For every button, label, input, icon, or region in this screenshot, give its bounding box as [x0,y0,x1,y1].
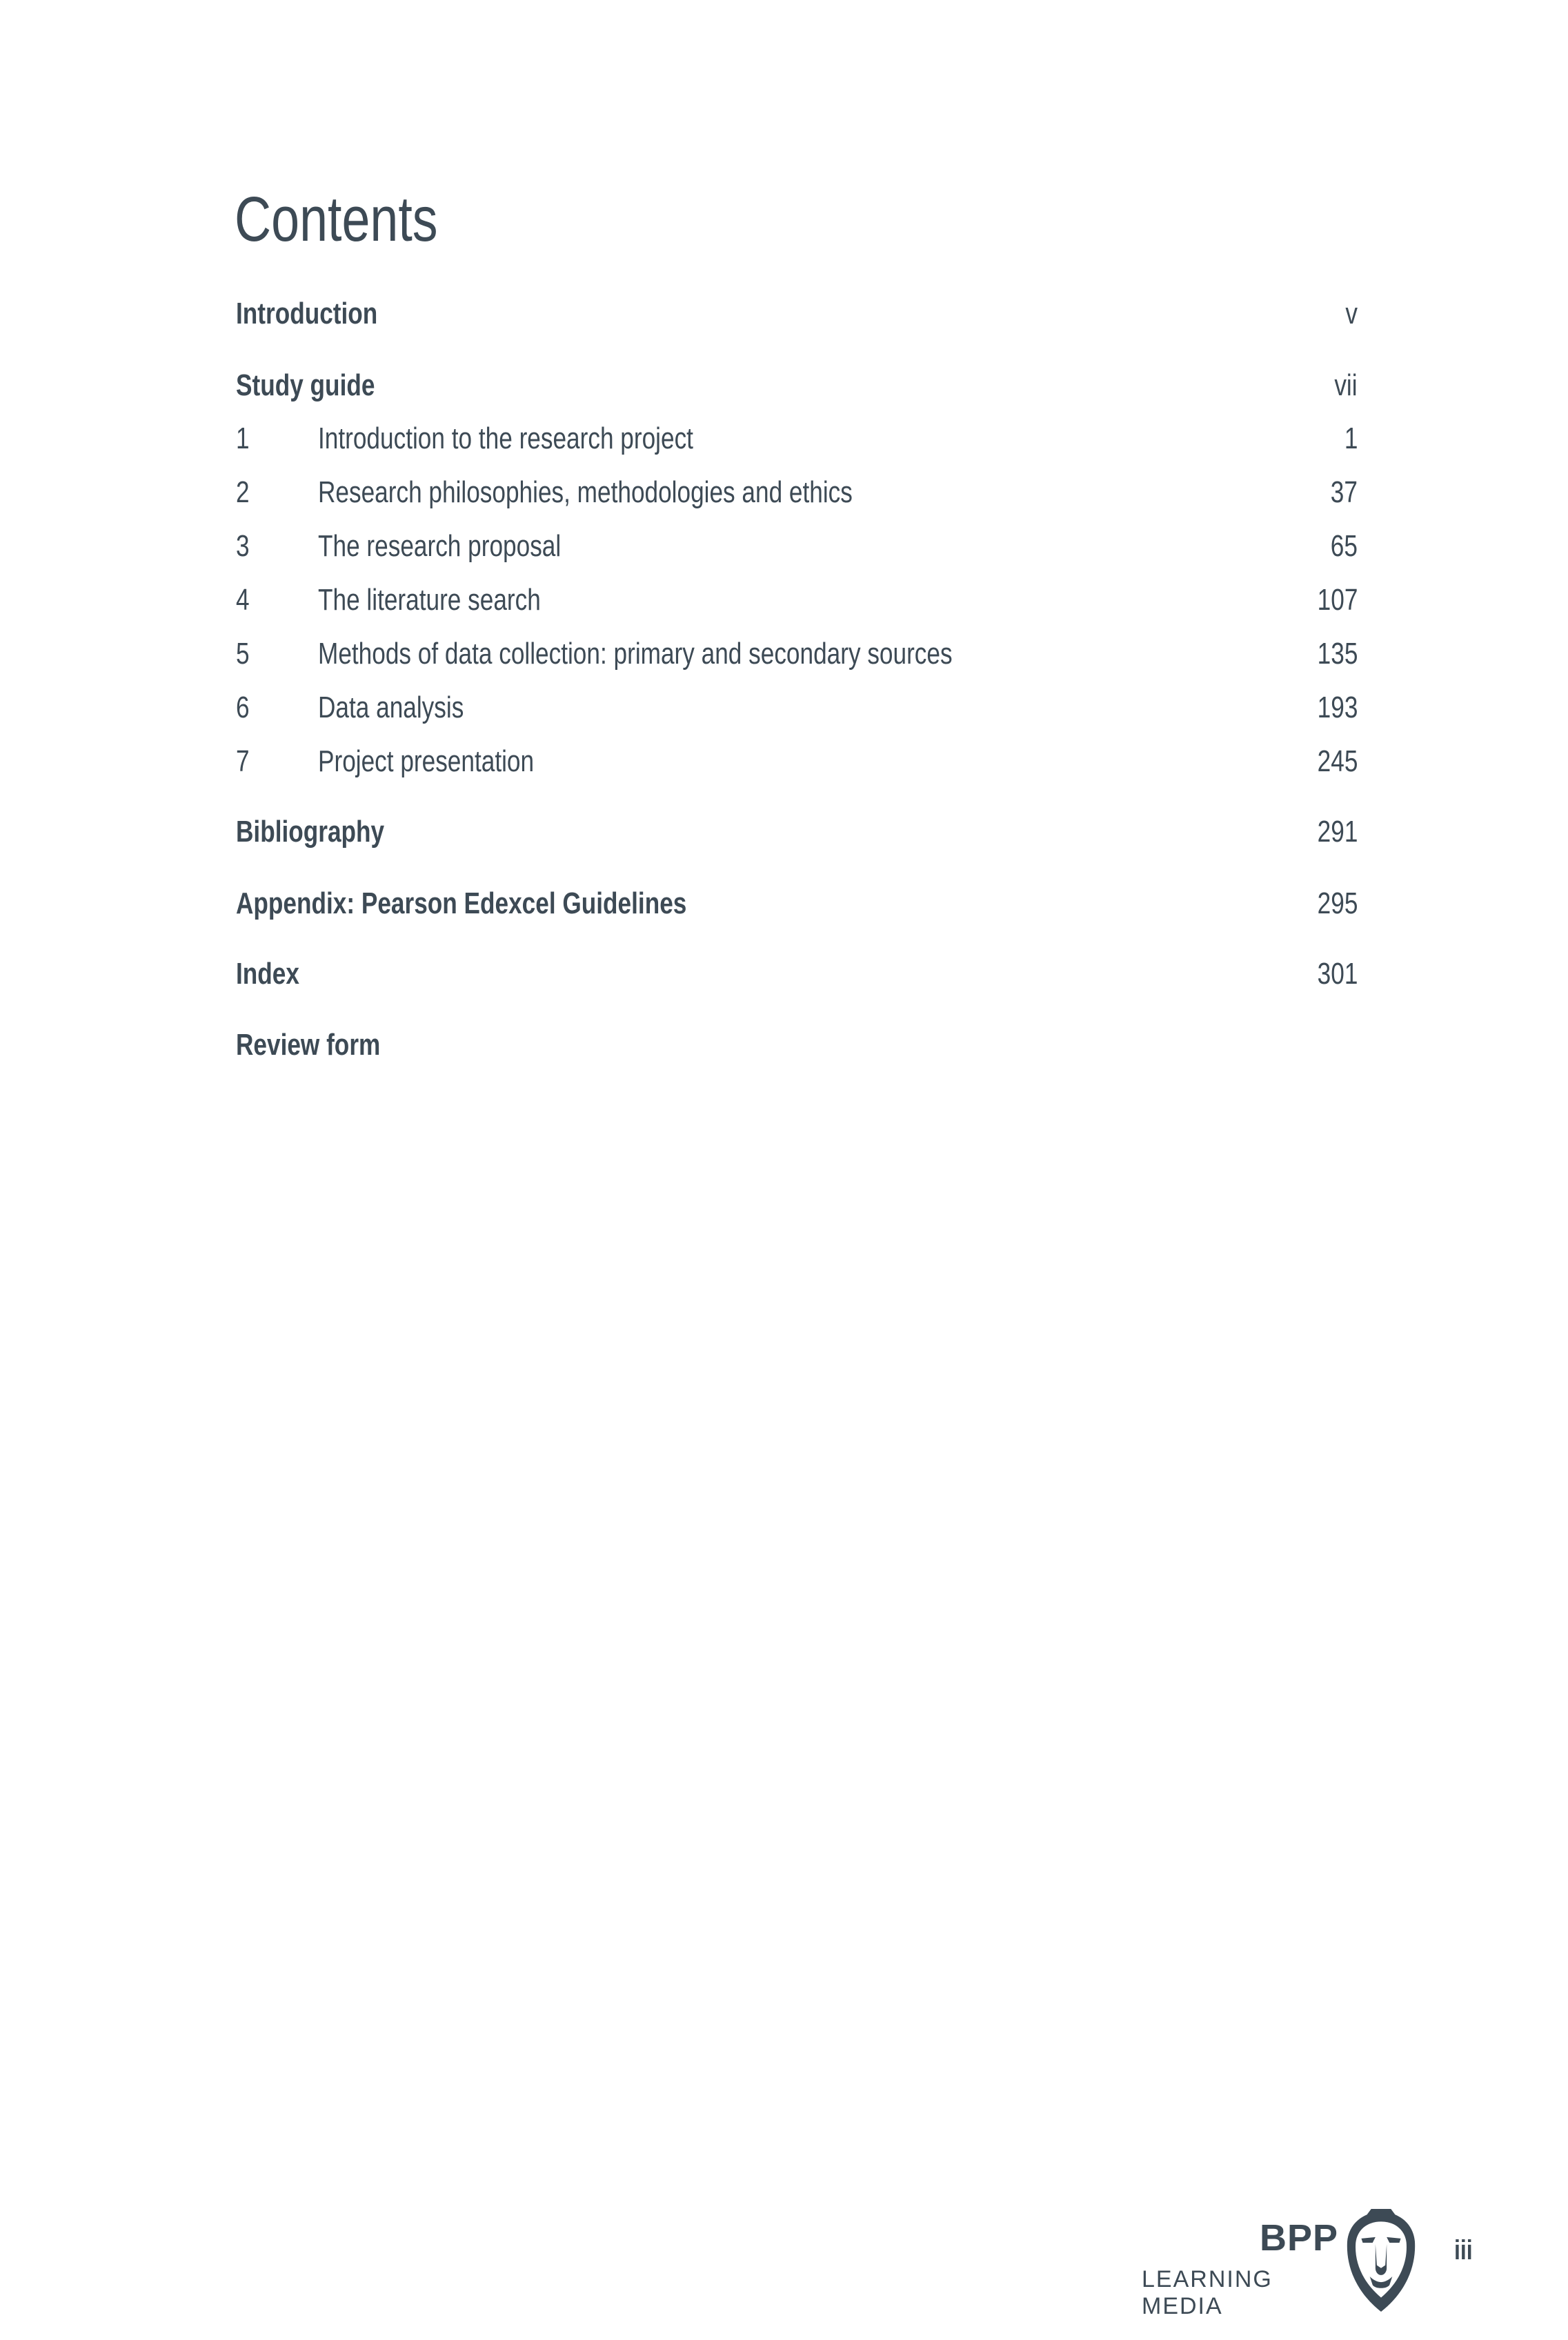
chapter-title: Project presentation [318,744,535,778]
chapter-number: 6 [236,691,250,724]
toc-entry-page: 295 [1317,886,1358,920]
chapter-page: 1 [1344,422,1358,455]
chapter-page: 37 [1330,475,1358,509]
toc-entry-label: Index [236,957,299,991]
toc-entry-page: v [1345,297,1358,330]
toc-chapter-1[interactable] [236,418,1358,459]
toc-entry-label: Bibliography [236,815,385,849]
chapter-page: 135 [1317,637,1358,671]
chapter-page: 107 [1317,583,1358,617]
toc-entry-study-guide[interactable] [236,365,1358,406]
toc-entry-review-form[interactable] [236,1024,1358,1066]
chapter-title: Research philosophies, methodologies and ethics [318,475,853,509]
chapter-page: 65 [1330,529,1358,563]
toc-chapter-7[interactable] [236,741,1358,782]
toc-chapter-2[interactable] [236,472,1358,513]
toc-chapter-3[interactable] [236,526,1358,567]
toc-chapter-5[interactable] [236,633,1358,675]
toc-entry-appendix[interactable] [236,883,1358,924]
toc-entry-label: Study guide [236,368,375,402]
toc-entry-label: Review form [236,1028,381,1062]
toc-entry-page: 301 [1317,957,1358,991]
chapter-title: The research proposal [318,529,562,563]
chapter-number: 3 [236,529,250,563]
page-title: Contents [235,184,438,255]
toc-entry-bibliography[interactable] [236,811,1358,853]
brand-subtitle: LEARNING MEDIA [1142,2266,1273,2319]
toc-entry-label: Appendix: Pearson Edexcel Guidelines [236,886,687,920]
chapter-number: 1 [236,422,250,455]
chapter-title: Data analysis [318,691,464,724]
chapter-number: 5 [236,637,250,671]
toc-chapter-6[interactable] [236,687,1358,728]
toc-entry-page: 291 [1317,815,1358,849]
bpp-learning-media-logo [1142,2204,1425,2318]
chapter-number: 2 [236,475,250,509]
chapter-page: 193 [1317,691,1358,724]
page-number: iii [1454,2235,1473,2265]
toc-entry-index[interactable] [236,953,1358,995]
brand-name: BPP [1259,2217,1338,2259]
chapter-number: 7 [236,744,250,778]
lion-shield-icon [1346,2207,1416,2314]
chapter-number: 4 [236,583,250,617]
toc-entry-label: Introduction [236,297,378,330]
toc-chapter-4[interactable] [236,579,1358,621]
chapter-title: Methods of data collection: primary and secondary sources [318,637,953,671]
toc-entry-page: vii [1334,368,1358,402]
chapter-title: The literature search [318,583,541,617]
toc-entry-introduction[interactable] [236,293,1358,335]
chapter-page: 245 [1317,744,1358,778]
chapter-title: Introduction to the research project [318,422,693,455]
